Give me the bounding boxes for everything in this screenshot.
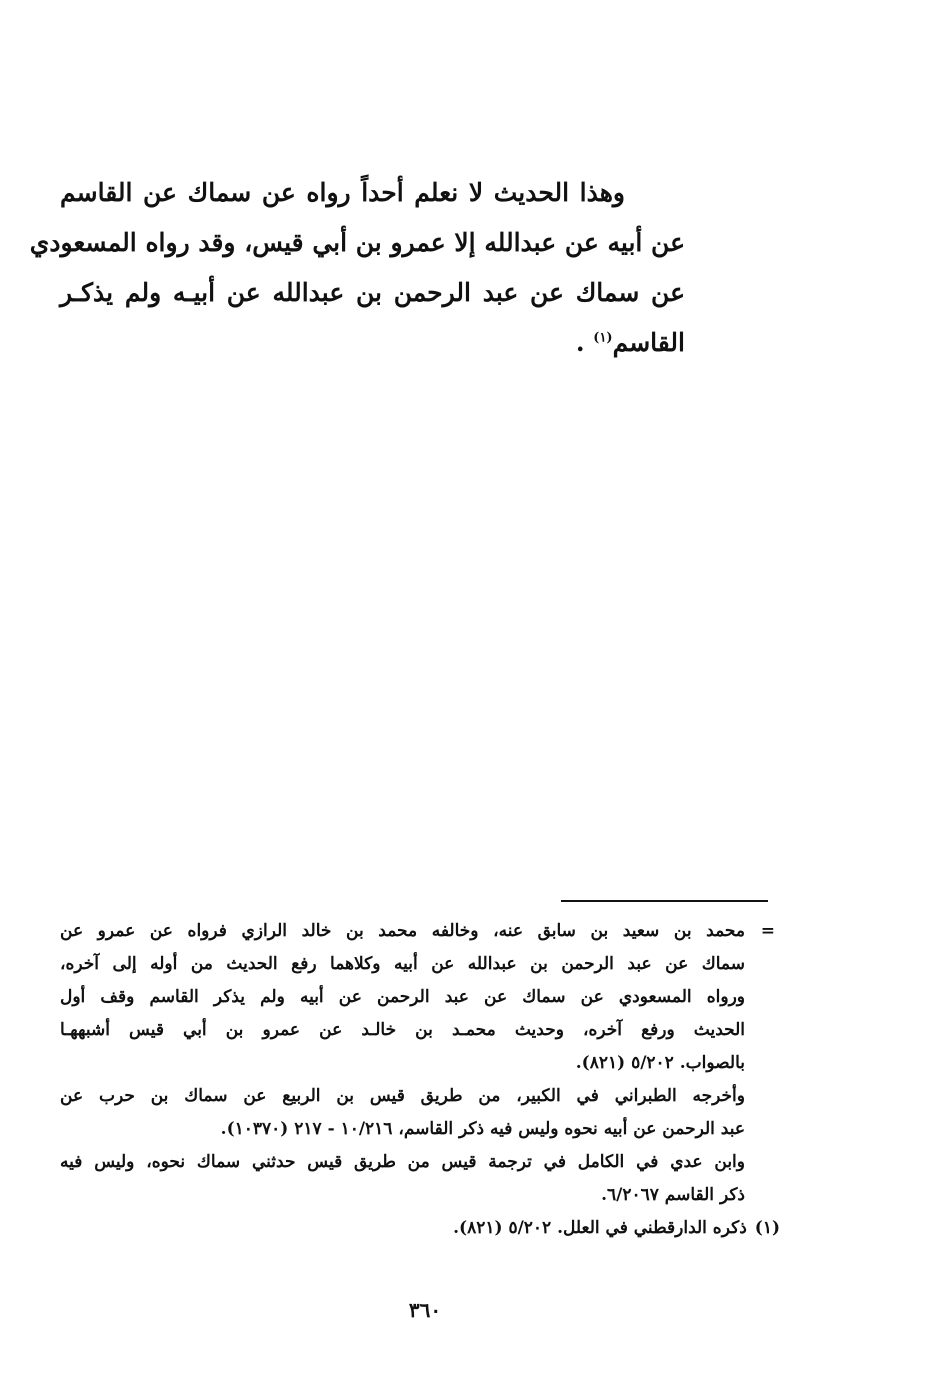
main-line-4-text: القاسم: [612, 328, 685, 357]
footnote-1-line: [60, 1212, 780, 1245]
footnote-line: سماك عن عبد الرحمن بن عبدالله عن أبيه وكلاهما رفع الحديث من أوله إلى آخره،: [60, 954, 745, 974]
footnote-line: وأخرجه الطبراني في الكبير، من طريق قيس بن الربيع عن سماك بن حرب عن: [60, 1086, 745, 1106]
footnote-1-marker: (١): [754, 1218, 780, 1238]
footnote-reference-1[interactable]: (١): [593, 330, 613, 346]
continuation-marker: =: [760, 921, 775, 941]
footnote-line: ذكر القاسم ٦/٢٠٦٧.: [601, 1185, 745, 1205]
footnote-line: ورواه المسعودي عن سماك عن عبد الرحمن عن أبيه ولم يذكر القاسم وقف أول: [60, 987, 745, 1007]
main-paragraph: [29, 168, 685, 368]
footnote-continuation: [60, 915, 780, 1080]
footnote-1-text: ذكره الدارقطني في العلل. ٥/٢٠٢ (٨٢١).: [453, 1218, 747, 1238]
footnote-tabarani: [60, 1080, 780, 1146]
main-line-1: وهذا الحديث لا نعلم أحداً رواه عن سماك عن القاسم: [60, 178, 625, 207]
footnote-line: الحديث ورفع آخره، وحديث محمـد بن خالـد عن عمرو بن أبي قيس أشبههـا: [60, 1020, 745, 1040]
page-number: ٣٦٠: [408, 1298, 442, 1322]
footnote-line: محمد بن سعيد بن سابق عنه، وخالفه محمد بن خالد الرازي فرواه عن عمرو عن: [60, 921, 745, 941]
footnote-ibn-adi: [60, 1146, 780, 1212]
footnote-1: [60, 1212, 780, 1245]
footnote-divider: [561, 900, 768, 902]
main-line-3: عن سماك عن عبد الرحمن بن عبدالله عن أبيـه ولم يذكـر: [60, 278, 685, 307]
main-line-2: عن أبيه عن عبدالله إلا عمرو بن أبي قيس، وقد رواه المسعودي: [29, 228, 685, 257]
footnote-line: وابن عدي في الكامل في ترجمة قيس من طريق قيس حدثني سماك نحوه، وليس فيه: [60, 1152, 745, 1172]
main-line-4: [60, 318, 685, 368]
main-end-punct: .: [575, 328, 585, 357]
footnotes-section: [60, 915, 780, 1245]
footnote-line: بالصواب. ٥/٢٠٢ (٨٢١).: [575, 1053, 745, 1073]
footnote-line: عبد الرحمن عن أبيه نحوه وليس فيه ذكر القاسم، ١٠/٢١٦ - ٢١٧ (١٠٣٧٠).: [220, 1119, 745, 1139]
